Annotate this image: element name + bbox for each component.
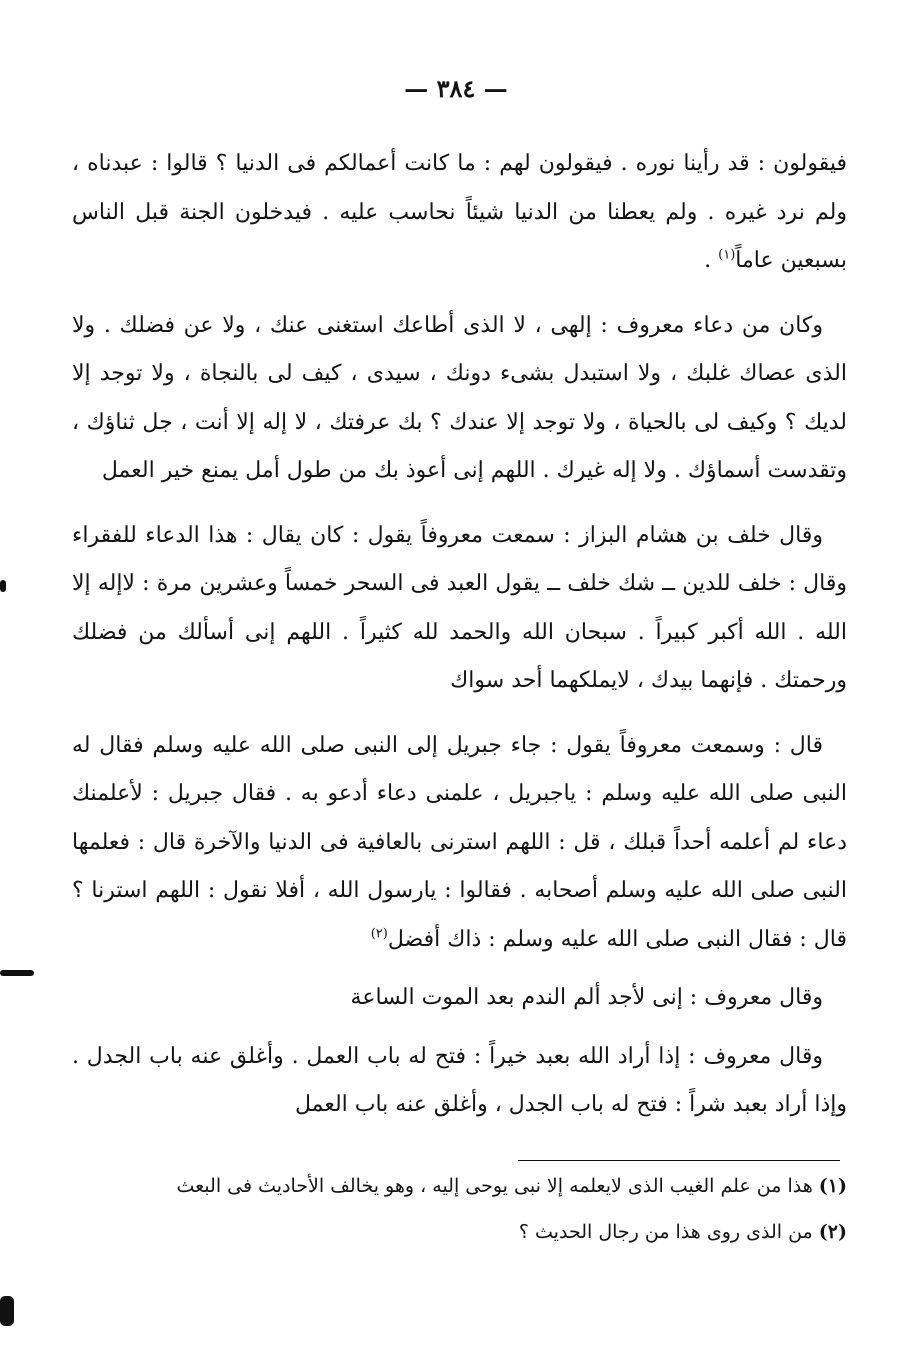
paragraph-text: وقال خلف بن هشام البزاز : سمعت معروفاً يقول : كان يقال : هذا الدعاء للفقراء وقال : خلف للدين ــ شك خلف ــ يقول العبد فى السحر خمساً وعشرين مرة : لاإله إلا الله . الله أكبر كبيراً . سبحان الله والحمد لله كثيراً . اللهم إنى أسألك من فضلك ورحمتك . فإنهما بيدك ، لايملكهما أحد سواك [72,522,847,693]
paragraph [72,722,847,965]
footnote-text: هذا من علم الغيب الذى لايعلمه إلا نبى يوحى إليه ، وهو يخالف الأحاديث فى البعث [176,1175,813,1197]
paragraph [72,974,847,1023]
paragraph [72,302,847,496]
paragraph-text: وكان من دعاء معروف : إلهى ، لا الذى أطاعك استغنى عنك ، ولا عن فضلك . ولا الذى عصاك غلبك ، ولا استبدل بشىء دونك ، سيدى ، كيف لى بالنجاة ، ولا توجد إلا لديك ؟ وكيف لى بالحياة ، ولا توجد إلا عندك ؟ بك عرفتك ، لا إله إلا أنت ، جل ثناؤك ، وتقدست أسماؤك . ولا إله غيرك . اللهم إنى أعوذ بك من طول أمل يمنع خير العمل [72,312,847,483]
paragraph [72,512,847,706]
footnote [72,1166,847,1206]
footnotes [72,1166,847,1258]
footnote-text: من الذى روى هذا من رجال الحديث ؟ [518,1221,813,1243]
paragraph-tail: . [704,248,719,273]
page-number: — ٣٨٤ — [404,74,508,103]
footnote-reference: (٢) [370,926,388,942]
paragraph-text: قال : وسمعت معروفاً يقول : جاء جبريل إلى النبى صلى الله عليه وسلم فقال له النبى صلى الله عليه وسلم : ياجبريل ، علمنى دعاء أدعو به . فقال جبريل : لأعلمنك دعاء لم أعلمه أحداً قبلك ، قل : اللهم استرنى بالعافية فى الدنيا والآخرة قال : فعلمها النبى صلى الله عليه وسلم أصحابه . فقالوا : يارسول الله ، أفلا نقول : اللهم استرنا ؟ قال : فقال النبى صلى الله عليه وسلم : ذاك أفضل [72,732,847,952]
scan-mark [0,970,34,976]
body-text [72,140,847,1146]
footnote-number: (٢) [818,1221,847,1243]
scan-mark [0,1296,14,1326]
footnote [72,1212,847,1252]
scan-mark [0,580,6,592]
paragraph [72,1033,847,1130]
footnote-reference: (١) [718,247,736,263]
footnote-divider [518,1160,840,1161]
paragraph-text: فيقولون : قد رأينا نوره . فيقولون لهم : ما كانت أعمالكم فى الدنيا ؟ قالوا : عبدناه ، ولم نرد غيره . ولم يعطنا من الدنيا شيئاً نحاسب عليه . فيدخلون الجنة قبل الناس بسبعين عاماً [72,151,847,273]
paragraph-text: وقال معروف : إنى لأجد ألم الندم بعد الموت الساعة [350,985,823,1010]
footnote-number: (١) [818,1175,847,1197]
paragraph [72,140,847,286]
paragraph-text: وقال معروف : إذا أراد الله بعبد خيراً : فتح له باب العمل . وأغلق عنه باب الجدل . وإذا أراد بعبد شراً : فتح له باب الجدل ، وأغلق عنه باب العمل [72,1043,847,1117]
